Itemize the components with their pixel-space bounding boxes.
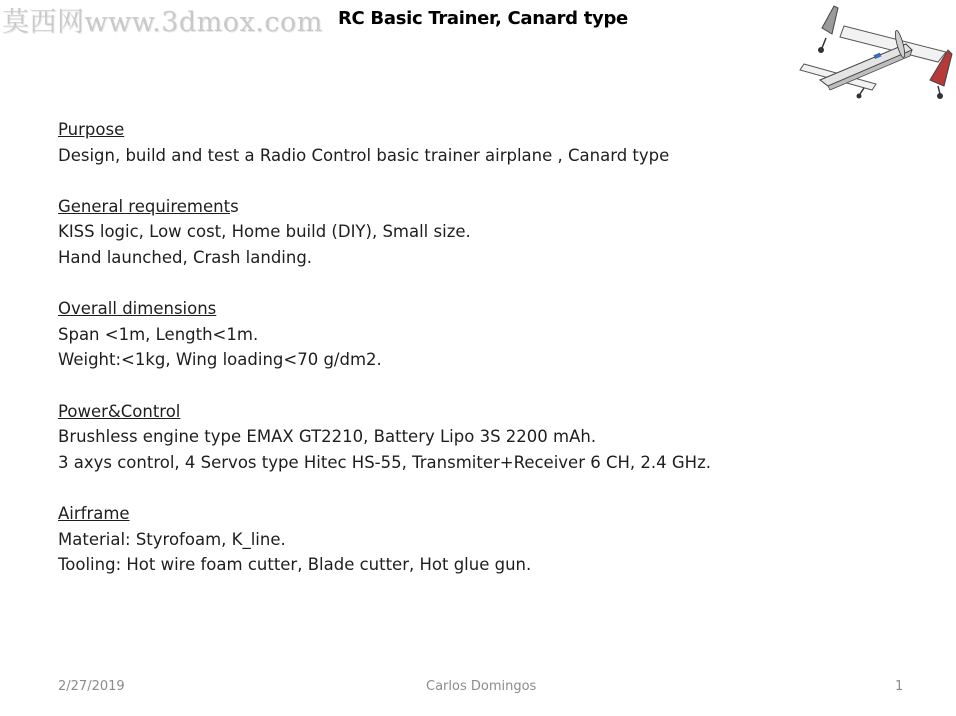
body-line: Design, build and test a Radio Control basic trainer airplane , Canard type [58, 145, 670, 165]
section-airframe [58, 501, 918, 578]
heading-underlined: Airframe [58, 503, 130, 523]
section-general-requirements [58, 194, 918, 271]
heading-underlined: Power&Control [58, 401, 181, 421]
section-overall-dimensions [58, 296, 918, 373]
body-line: Span <1m, Length<1m. [58, 324, 259, 344]
body-line: 3 axys control, 4 Servos type Hitec HS-55, Transmiter+Receiver 6 CH, 2.4 GHz. [58, 452, 711, 472]
heading-underlined: Purpose [58, 120, 125, 139]
footer-author: Carlos Domingos [426, 679, 537, 694]
airplane-3d-icon [798, 2, 956, 102]
footer-page-number: 1 [895, 679, 904, 694]
section-heading [58, 399, 918, 425]
section-power-control [58, 399, 918, 476]
slide-title: RC Basic Trainer, Canard type [338, 8, 628, 29]
body-line: Hand launched, Crash landing. [58, 247, 313, 267]
watermark: 莫西网www.3dmox.com [2, 7, 323, 38]
heading-tail: s [230, 196, 239, 216]
heading-underlined: Overall dimensions [58, 299, 217, 319]
heading-underlined: General requirement [58, 196, 231, 216]
section-heading [58, 117, 918, 143]
footer-date: 2/27/2019 [58, 679, 125, 694]
body-line: Brushless engine type EMAX GT2210, Battery Lipo 3S 2200 mAh. [58, 427, 597, 447]
section-heading [58, 501, 918, 527]
section-heading [58, 296, 918, 322]
body-line: Material: Styrofoam, K_line. [58, 529, 286, 549]
section-purpose [58, 117, 918, 168]
body-line: KISS logic, Low cost, Home build (DIY), Small size. [58, 222, 471, 242]
slide-body [58, 117, 918, 603]
body-line: Weight:<1kg, Wing loading<70 g/dm2. [58, 350, 382, 370]
body-line: Tooling: Hot wire foam cutter, Blade cutter, Hot glue gun. [58, 555, 532, 575]
section-heading [58, 194, 918, 220]
